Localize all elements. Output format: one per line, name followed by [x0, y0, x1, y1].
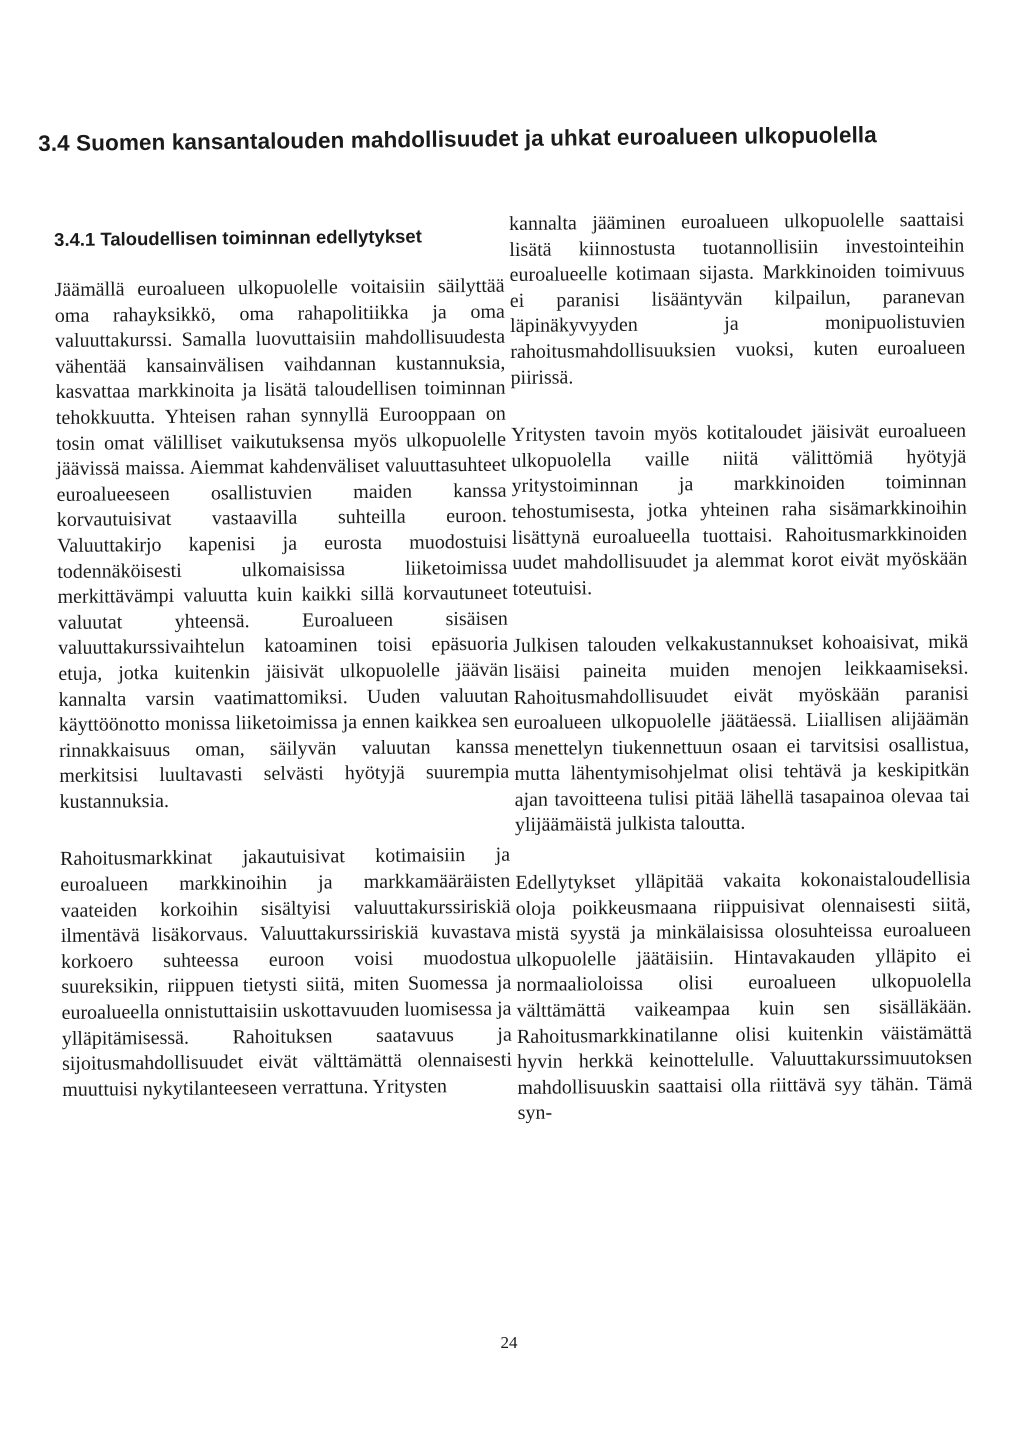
page-number: 24	[500, 1333, 518, 1352]
paragraph: Rahoitusmarkkinat jakautuisivat kotimaisiin ja euroalueen markkinoihin ja markkamääräisten vaateiden korkoihin sisältyisi valuuttakurssiriskiä ilmentävä lisäkorvaus. Valuuttakurssiriskiä kuvastava korkoero suhteessa euroon voisi muodostua suureksikin, riippuen tietysti siitä, miten Suomessa ja euroalueella onnistuttaisiin uskottavuuden luomisessa ja ylläpitämisessä. Rahoituksen saatavuus ja sijoitusmahdollisuudet eivät välttämättä olennaisesti muuttuisi nykytilanteeseen verrattuna. Yritysten	[59, 844, 513, 1101]
paragraph: kannalta jääminen euroalueen ulkopuolelle saattaisi lisätä kiinnostusta tuotannollisiin investointeihin euroalueelle kotimaan sijasta. Markkinoiden toimivuus ei paranisi lisääntyvän kilpailun, paranevan läpinäkyvyyden ja monipuolistuvien rahoitusmahdollisuuksien vuoksi, kuten euroalueen piirissä.	[509, 208, 966, 389]
paragraph: Jäämällä euroalueen ulkopuolelle voitaisiin säilyttää oma rahayksikkö, oma rahapolitiikka ja oma valuuttakurssi. Samalla luovuttaisiin mahdollisuudesta vähentää kansainvälisen vaihdannan kustannuksia, kasvattaa markkinoita ja lisätä taloudellisen toiminnan tehokkuutta. Yhteisen rahan synnyllä Eurooppaan on tosin omat välilliset vaikutuksensa myös ulkopuolelle jäävissä maissa. Aiemmat kahdenväliset valuuttasuhteet euroalueeseen osallistuvien maiden kanssa korvautuisivat vastaavilla suhteilla euroon. Valuuttakirjo kapenisi ja eurosta muodostuisi todennäköisesti ulkomaisissa liiketoimissa merkittävämpi valuutta kuin kaikki sillä korvautuneet valuutat yhteensä. Euroalueen sisäisen valuuttakurssivaihtelun katoaminen toisi epäsuoria etuja, jotka kuitenkin jäisivät ulkopuolelle jäävän kannalta varsin vaatimattomiksi. Uuden valuutan käyttöönotto monissa liiketoimissa ja ennen kaikkea sen rinnakkaisuus oman, säilyvän valuutan kanssa merkitsisi luultavasti selvästi hyötyjä suurempia kustannuksia.	[54, 274, 510, 813]
subsection-title: 3.4.1 Taloudellisen toiminnan edellytykset	[54, 225, 422, 250]
paragraph: Yritysten tavoin myös kotitaloudet jäisivät euroalueen ulkopuolella vaille niitä välittömiä hyötyjä yritystoiminnan ja markkinoiden toiminnan tehostumisesta, jotka yhteinen raha sisämarkkinoihin lisättynä euroalueella tuottaisi. Rahoitusmarkkinoiden uudet mahdollisuudet ja alemmat korot eivät myöskään toteutuisi.	[511, 419, 968, 600]
left-column	[54, 224, 512, 1104]
right-column	[509, 208, 973, 1127]
paragraph: Edellytykset ylläpitää vakaita kokonaistaloudellisia oloja poikkeusmaana riippuisivat olennaisesti siitä, mistä syystä ja minkälaisissa olosuhteissa euroalueen ulkopuolelle jäätäisiin. Hintavakauden ylläpito ei normaalioloissa olisi euroalueen ulkopuolella välttämättä vaikeampaa kuin sen sisälläkään. Rahoitusmarkkinatilanne olisi kuitenkin väistämättä hyvin herkkä keinottelulle. Valuuttakurssimuutoksen mahdollisuuskin saattaisi olla riittävä syy tähän. Tämä syn-	[515, 867, 973, 1125]
paragraph: Julkisen talouden velkakustannukset kohoaisivat, mikä lisäisi paineita muiden menojen leikkaamiseksi. Rahoitusmahdollisuudet eivät myöskään paranisi euroalueen ulkopuolelle jäätäessä. Liiallisen alijäämän menettelyn tiukennettuun osaan ei tarvitsisi osallistua, mutta lähentymisohjelmat olisi tehtävä ja keskipitkän ajan tavoitteena tulisi pitää lähellä tasapainoa olevaa tai ylijäämäistä julkista taloutta.	[513, 630, 970, 837]
section-title: 3.4 Suomen kansantalouden mahdollisuudet ja uhkat euroalueen ulkopuolella	[38, 122, 877, 156]
